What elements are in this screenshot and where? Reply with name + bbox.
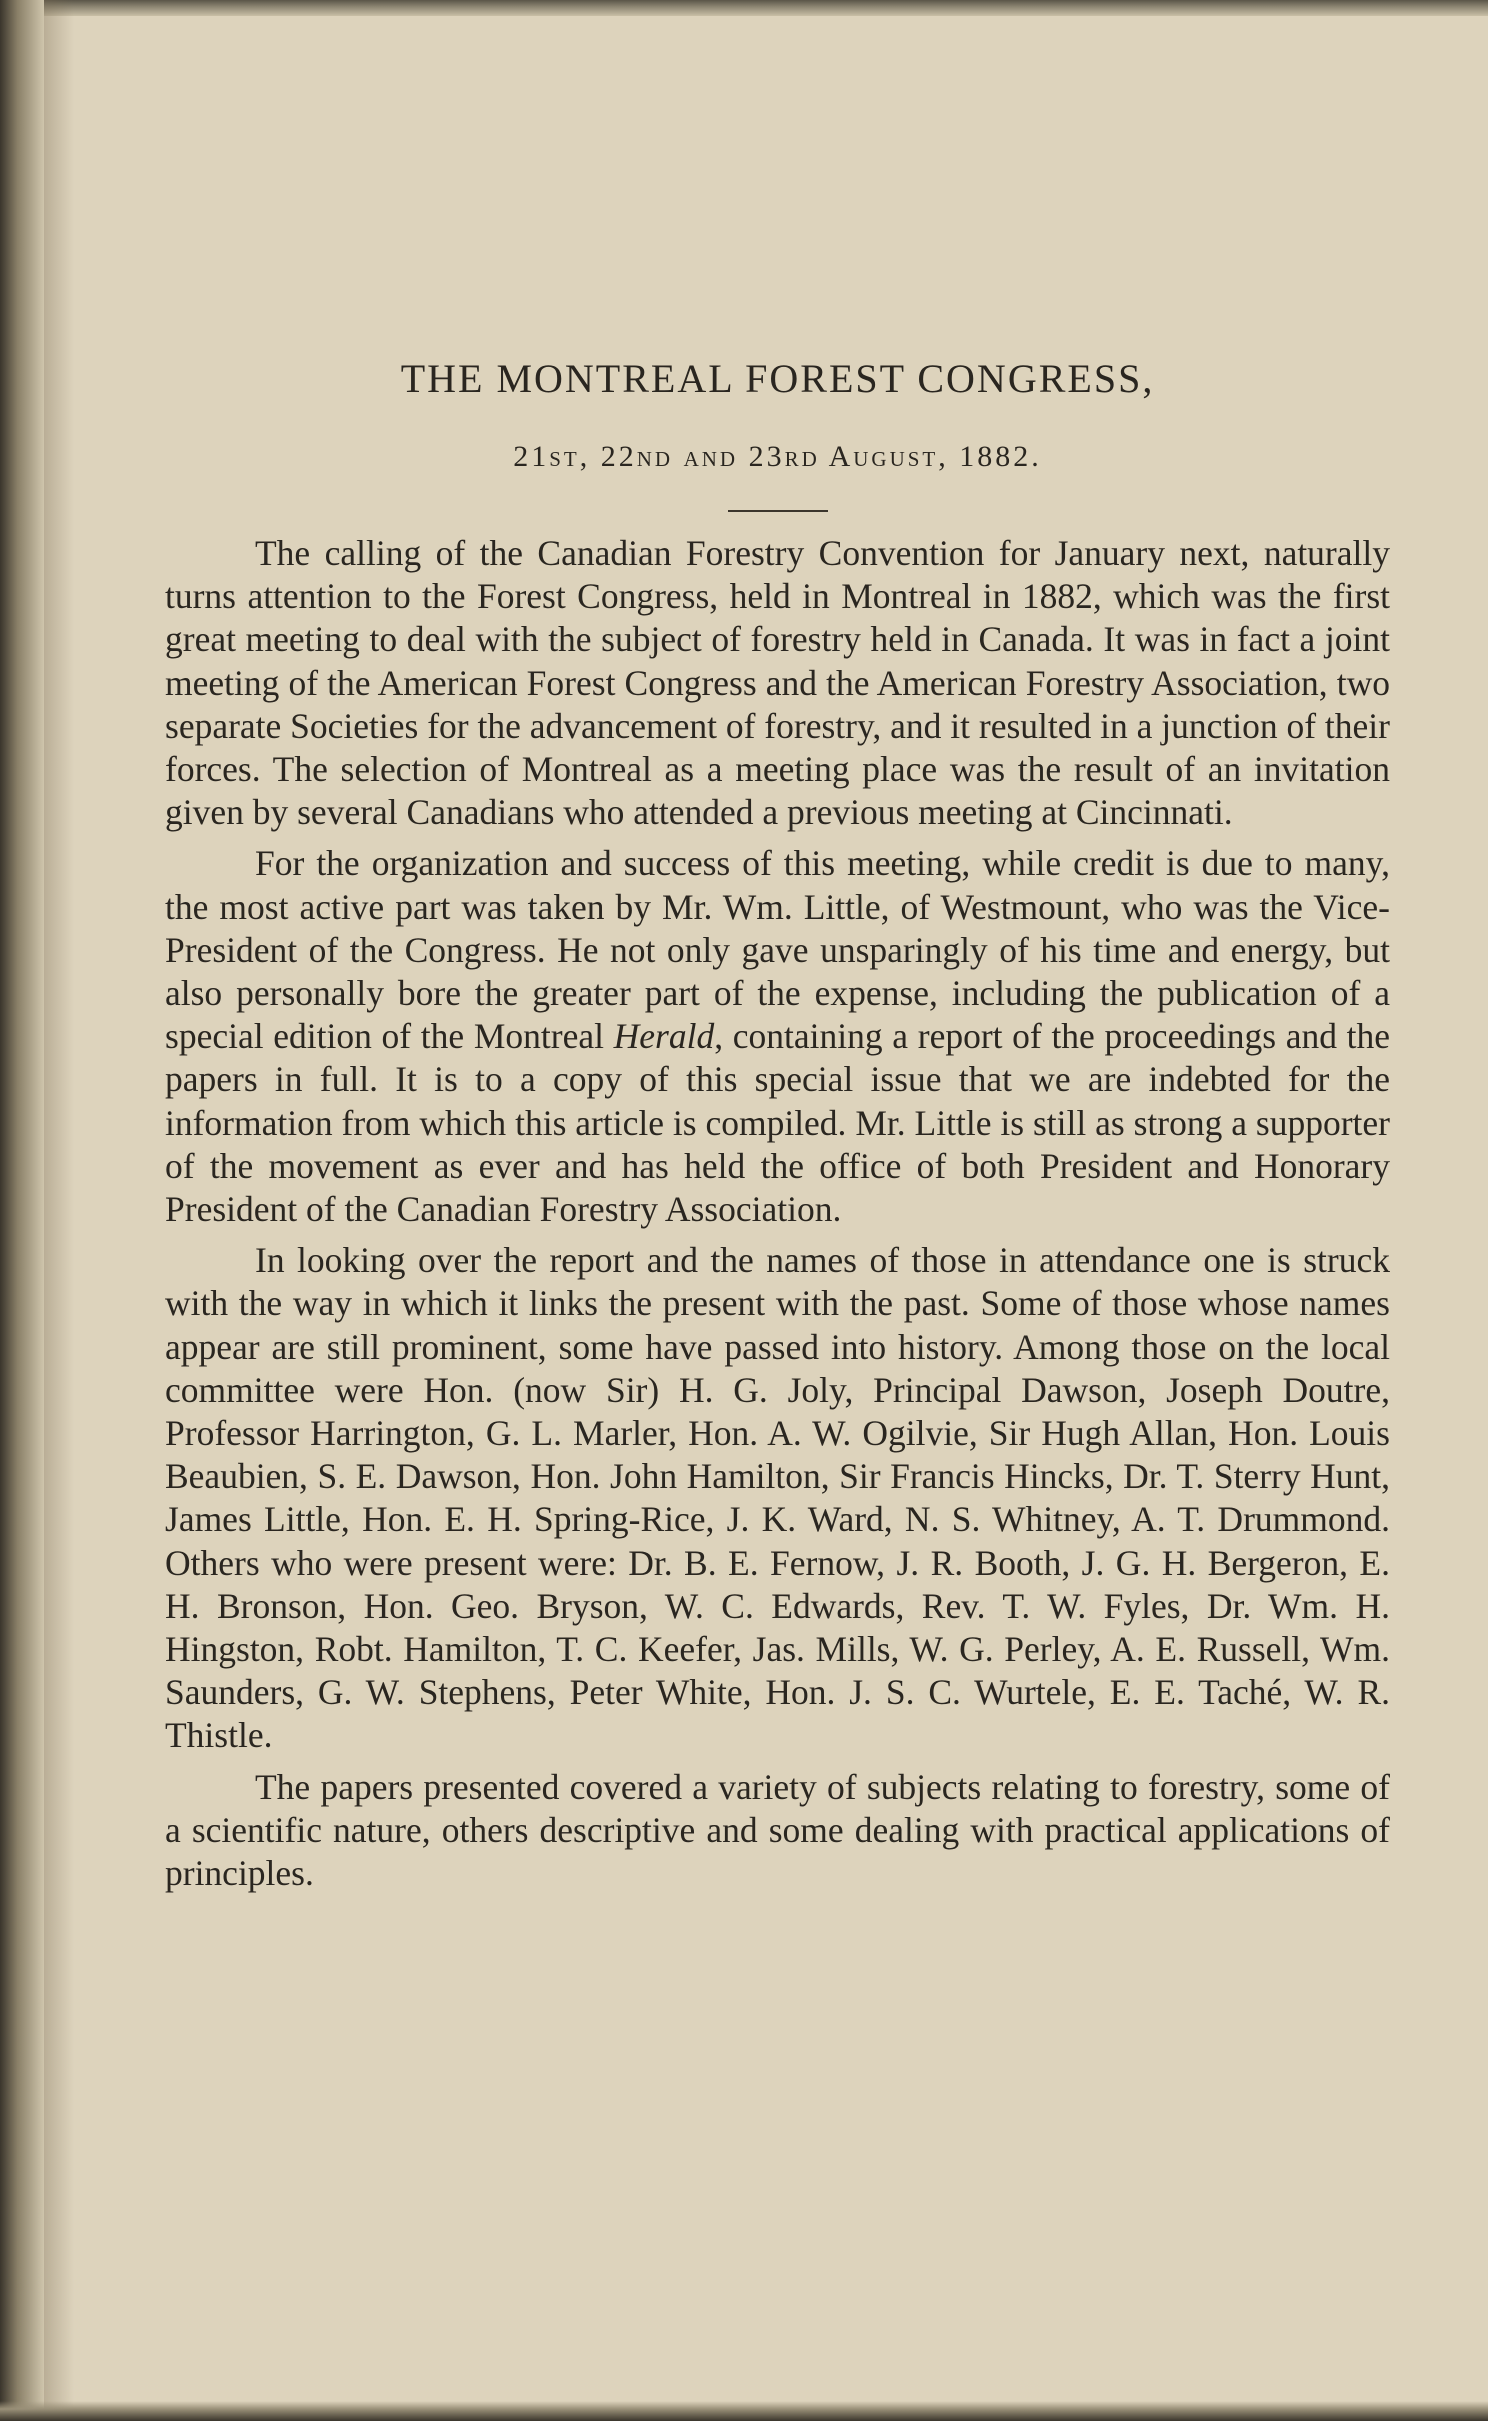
spine-shadow	[44, 0, 74, 2421]
paragraph-2-part-2: , containing a report of the proceedings and the papers in full. It is to a copy of this special issue that we are indebted for the information from which this article is compiled. Mr. Little is still as strong a supporter of the movement as ever and has held the office of both President and Honorary President of the Canadian Forestry Association.	[165, 1016, 1390, 1230]
paragraph-4: The papers presented covered a variety of subjects relating to forestry, some of a scientific nature, others descriptive and some dealing with practical applications of principles.	[165, 1766, 1390, 1894]
article-title: THE MONTREAL FOREST CONGRESS,	[400, 356, 1155, 401]
page-bottom-edge	[0, 2401, 1488, 2421]
title-divider	[728, 510, 828, 512]
paragraph-2-part-1: For the organization and success of this meeting, while credit is due to many, the most active part was taken by Mr. Wm. Little, of Westmount, who was the Vice-President of the Congress. He not only gave unsparingly of his time and energy, but also personally bore the greater part of the expense, including the publication of a special edition of the Montreal	[165, 843, 1390, 1057]
paragraph-3: In looking over the report and the names of those in attendance one is struck with the way in which it links the present with the past. Some of those whose names appear are still prominent, some have passed into history. Among those on the local committee were Hon. (now Sir) H. G. Joly, Principal Dawson, Joseph Doutre, Professor Harrington, G. L. Marler, Hon. A. W. Ogilvie, Sir Hugh Allan, Hon. Louis Beaubien, S. E. Dawson, Hon. John Hamilton, Sir Francis Hincks, Dr. T. Sterry Hunt, James Little, Hon. E. H. Spring-Rice, J. K. Ward, N. S. Whitney, A. T. Drummond. Others who were present were: Dr. B. E. Fernow, J. R. Booth, J. G. H. Bergeron, E. H. Bronson, Hon. Geo. Bryson, W. C. Edwards, Rev. T. W. Fyles, Dr. Wm. H. Hingston, Robt. Hamilton, T. C. Keefer, Jas. Mills, W. G. Perley, A. E. Russell, Wm. Saunders, G. W. Stephens, Peter White, Hon. J. S. C. Wurtele, E. E. Taché, W. R. Thistle.	[165, 1240, 1390, 1756]
article-subtitle: 21st, 22nd and 23rd August, 1882.	[513, 440, 1042, 473]
paragraph-2	[165, 842, 1390, 1231]
paragraph-1: The calling of the Canadian Forestry Convention for January next, naturally turns attention to the Forest Congress, held in Montreal in 1882, which was the first great meeting to deal with the subject of forestry held in Canada. It was in fact a joint meeting of the American Forest Congress and the American Forestry Association, two separate Societies for the advancement of forestry, and it resulted in a junction of their forces. The selection of Montreal as a meeting place was the result of an invitation given by several Canadians who attended a previous meeting at Cincinnati.	[165, 533, 1390, 833]
page-top-edge	[0, 0, 1488, 16]
article	[165, 355, 1390, 1903]
binding-gutter	[0, 0, 44, 2421]
herald-italic: Herald	[613, 1016, 715, 1057]
